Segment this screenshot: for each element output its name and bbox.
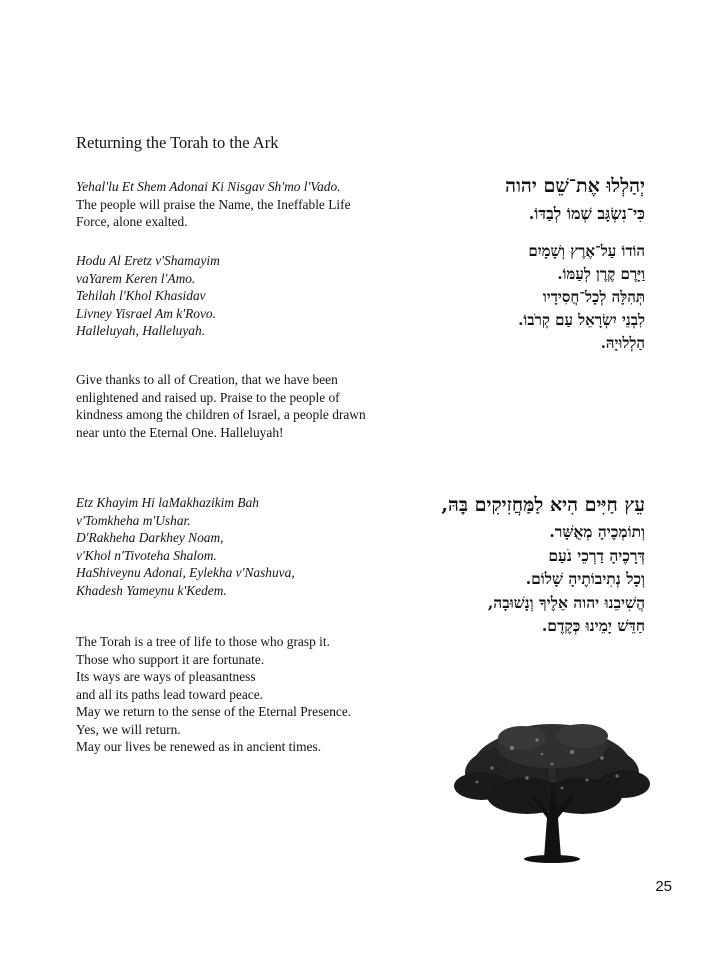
section3-transliteration — [76, 494, 406, 599]
hebrew-line: וַיָּרֶם קֶרֶן לְעַמּוֹ. — [557, 265, 645, 283]
transliteration-line: Etz Khayim Hi laMakhazikim Bah — [76, 495, 259, 510]
translation-line: Give thanks to all of Creation, that we have been — [76, 372, 338, 387]
translation-line: near unto the Eternal One. Halleluyah! — [76, 424, 284, 440]
hebrew-line: חַדֵּשׁ יָמֵינוּ כְּקֶדֶם. — [541, 616, 645, 635]
translation-line: Its ways are ways of pleasantness — [76, 669, 256, 684]
hebrew-line: תְּהִלָּה לְכָל־חֲסִידָיו — [542, 288, 645, 306]
hebrew-line: הַלְלוּיָהּ. — [600, 334, 645, 352]
section3-translation — [76, 633, 406, 756]
hebrew-line: לִבְנֵי יִשְׂרָאֵל עַם קְרֹבוֹ. — [518, 311, 645, 329]
translation-line: The people will praise the Name, the Ineffable Life — [76, 196, 351, 212]
hebrew-line: דְּרָכֶיהָ דַרְכֵי נֹעַם — [548, 545, 645, 565]
transliteration-line: HaShiveynu Adonai, Eylekha v'Nashuva, — [76, 565, 295, 580]
section3-hebrew — [441, 490, 645, 638]
transliteration-line: Hodu Al Eretz v'Shamayim — [76, 253, 220, 268]
page-number: 25 — [655, 878, 672, 895]
tree-illustration — [452, 718, 652, 868]
section1-english — [76, 178, 406, 231]
transliteration-line: Tehilah l'Khol Khasidav — [76, 288, 206, 303]
translation-line: Force, alone exalted. — [76, 214, 188, 229]
section1-hebrew — [505, 172, 645, 228]
hebrew-line: וְכָל נְתִיבוֹתֶיהָ שָׁלוֹם. — [525, 569, 645, 588]
transliteration-line: Khadesh Yameynu k'Kedem. — [76, 582, 227, 598]
transliteration-line: Halleluyah, Halleluyah. — [76, 323, 206, 338]
translation-line: and all its paths lead toward peace. — [76, 686, 264, 702]
transliteration-line: vaYarem Keren l'Amo. — [76, 270, 196, 286]
transliteration-line: D'Rakheha Darkhey Noam, — [76, 530, 224, 545]
translation-line: May we return to the sense of the Eternal Presence. — [76, 704, 352, 719]
translation-line: enlightened and raised up. Praise to the people of — [76, 389, 340, 405]
section2-transliteration — [76, 252, 406, 340]
hebrew-line: כִּי־נִשְׂגָּב שְׁמוֹ לְבַדּוֹ. — [528, 204, 645, 223]
hebrew-line: יְהַלְלוּ אֶת־שֵׁם יהוה — [505, 175, 645, 197]
translation-line: Those who support it are fortunate. — [76, 651, 265, 667]
transliteration-line: v'Khol n'Tivoteha Shalom. — [76, 547, 217, 563]
translation-line: kindness among the children of Israel, a people drawn — [76, 407, 366, 422]
translation-line: May our lives be renewed as in ancient times. — [76, 739, 322, 754]
section2-translation — [76, 371, 406, 441]
hebrew-line: הֲשִׁיבֵנוּ יהוה אֵלֶיךָ וְנָשׁוּבָה, — [487, 592, 645, 612]
translation-line: Yes, we will return. — [76, 721, 181, 737]
transliteration-line: v'Tomkheha m'Ushar. — [76, 512, 191, 528]
section2-hebrew — [518, 240, 645, 355]
page-title: Returning the Torah to the Ark — [76, 133, 279, 152]
translation-line: The Torah is a tree of life to those who grasp it. — [76, 634, 330, 649]
hebrew-line: וְתוֹמְכֶיהָ מְאֻשָּׁר. — [549, 522, 645, 541]
hebrew-line: הוֹדוֹ עַל־אֶרֶץ וְשָׁמָיִם — [528, 242, 645, 260]
transliteration-line: Yehal'lu Et Shem Adonai Ki Nisgav Sh'mo l'Vado. — [76, 179, 341, 194]
hebrew-line: עֵץ חַיִּים הִיא לַמַּחֲזִיקִים בָּהּ, — [441, 494, 645, 516]
transliteration-line: Livney Yisrael Am k'Rovo. — [76, 305, 216, 321]
